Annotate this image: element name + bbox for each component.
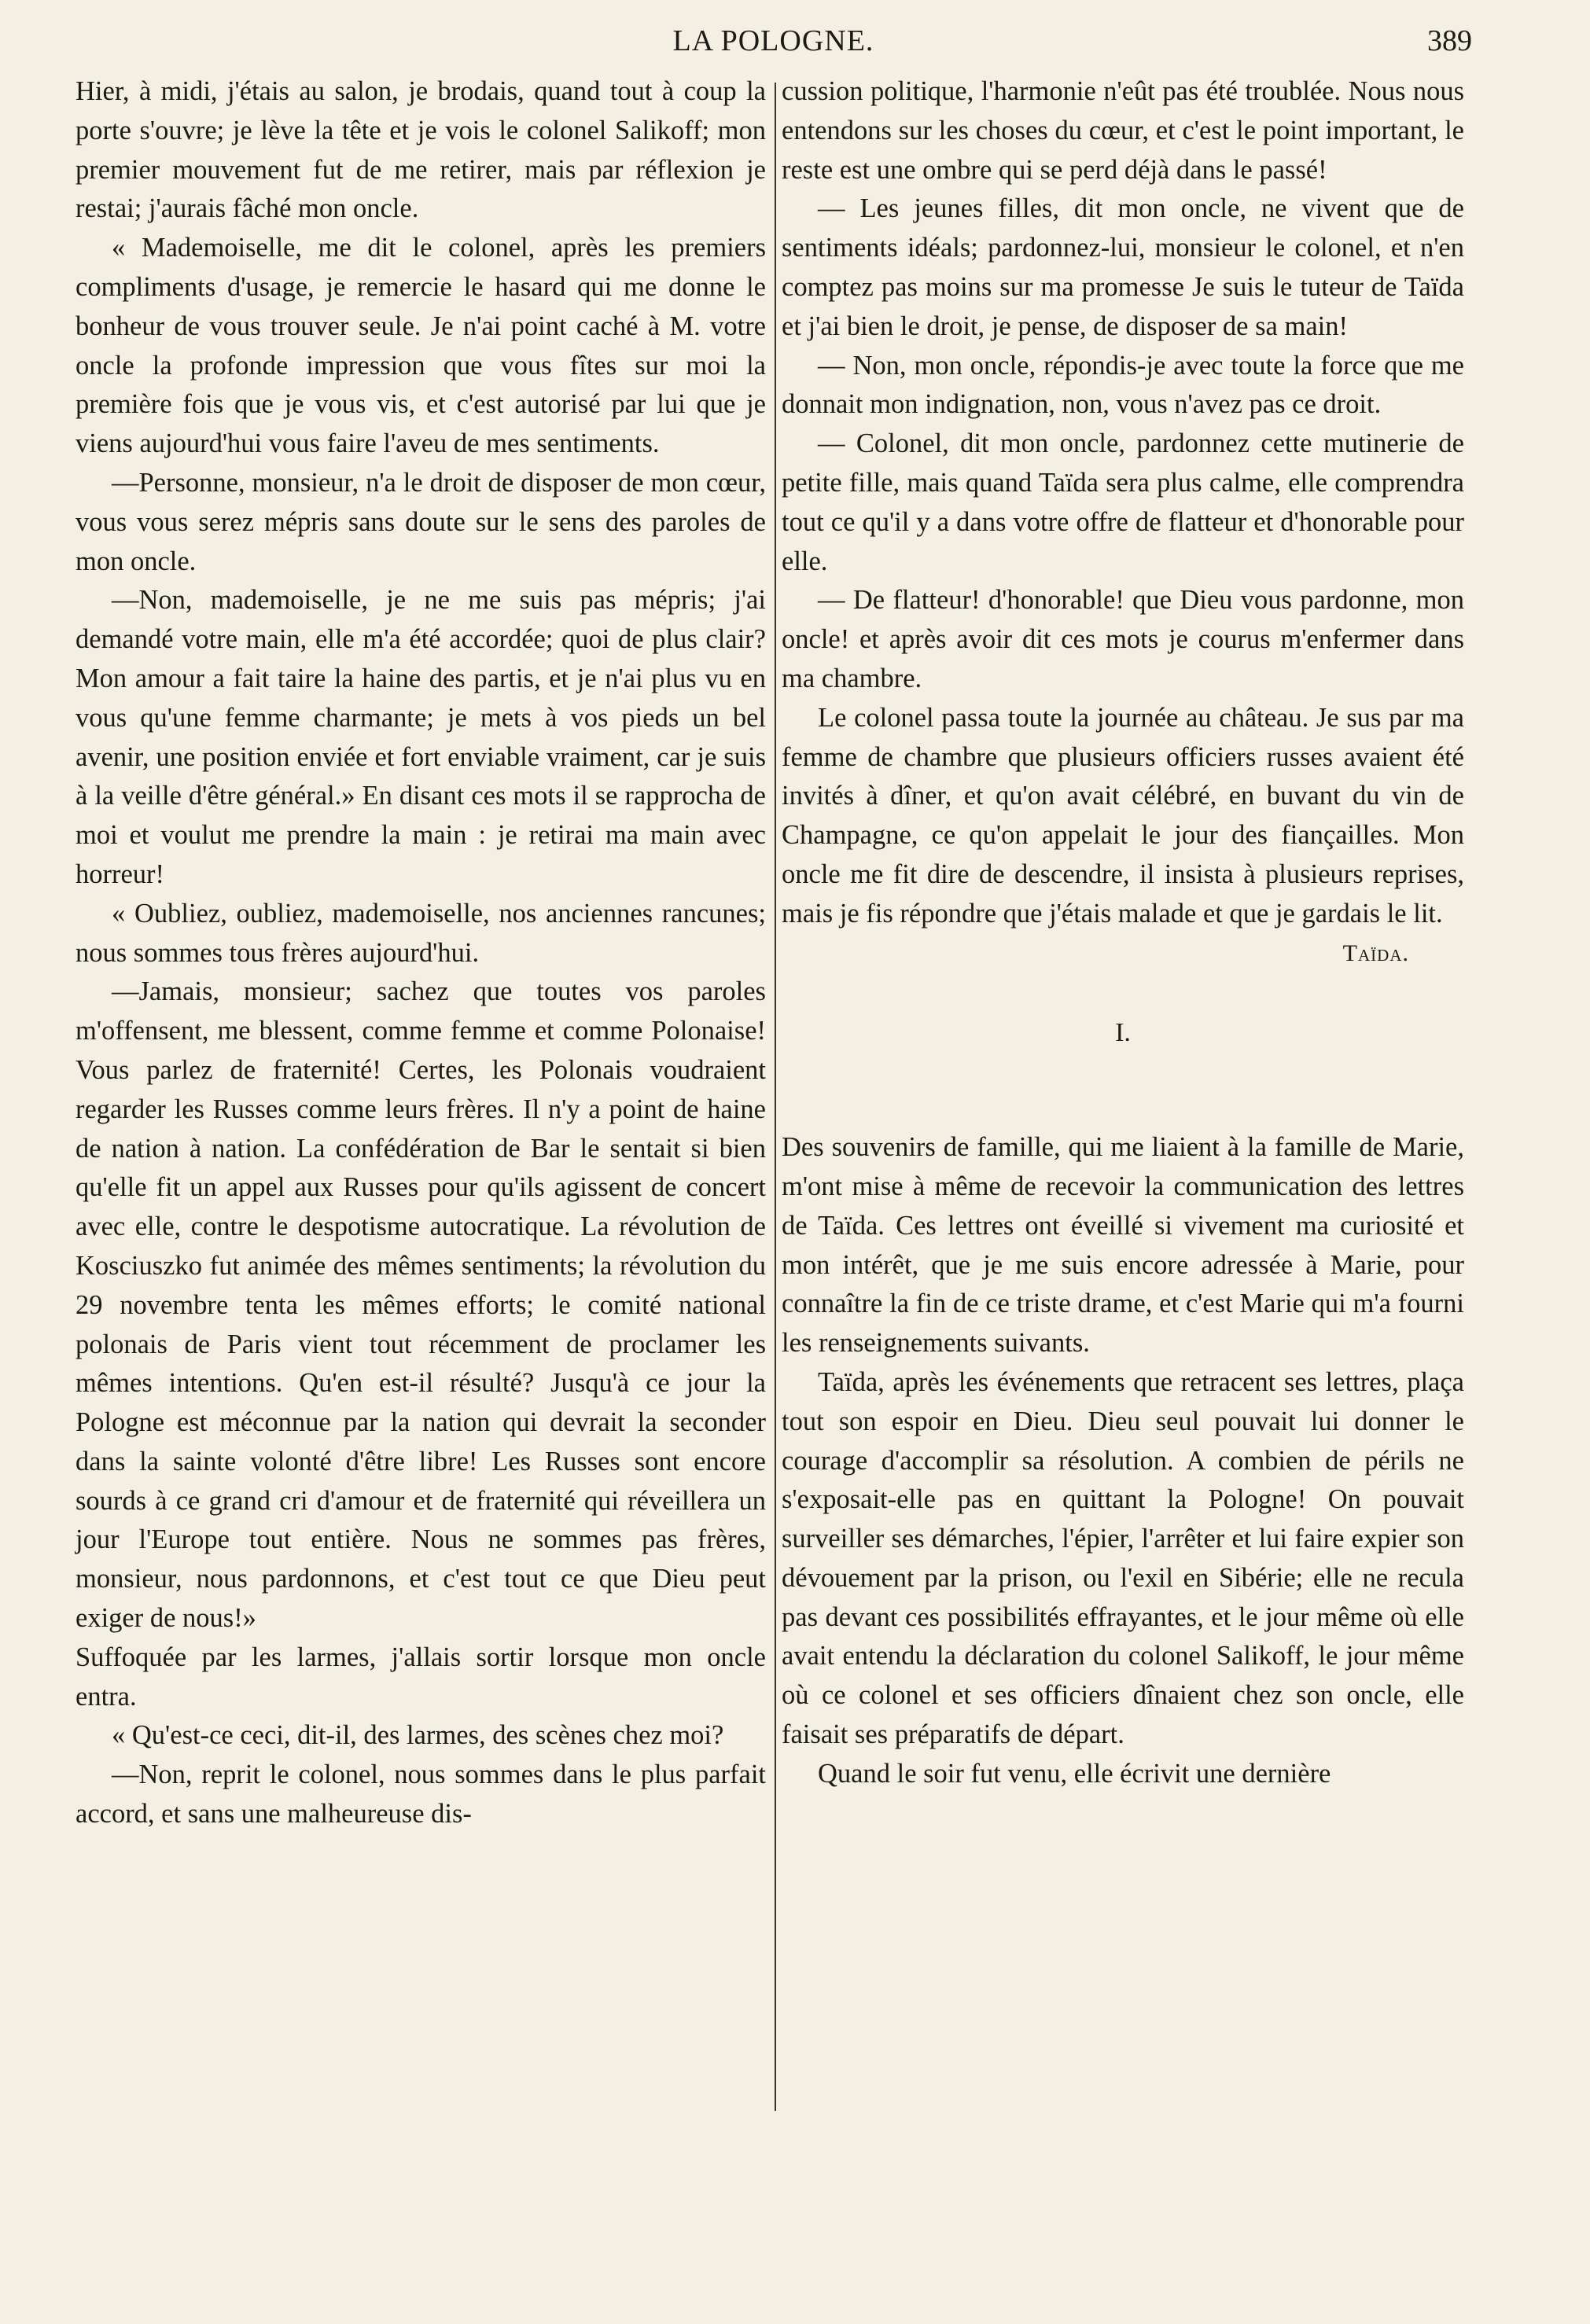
paragraph: Taïda, après les événements que retracent ses lettres, plaça tout son espoir en Dieu. Dieu seul pouvait lui donner le courage d'accomplir sa résolution. A combien de périls ne s'exposait-elle pas en quittant la Pologne! On pouvait surveiller ses démarches, l'épier, l'arrêter et lui faire expier son dévouement par la prison, ou l'exil en Sibérie; elle ne recula pas devant ces possibilités effrayantes, et le jour même où elle avait entendu la déclaration du colonel Salikoff, le jour même où ce colonel et ses officiers dînaient chez son oncle, elle faisait ses préparatifs de départ. — [782, 1366, 1464, 1750]
paragraph: Quand le soir fut venu, elle écrivit une dernière — [818, 1758, 1331, 1789]
paragraph: — De flatteur! d'honorable! que Dieu vous pardonne, mon oncle! et après avoir dit ces mots je courus m'enfermer dans ma chambre. — [782, 585, 1464, 693]
paragraph: —Non, mademoiselle, je ne me suis pas mépris; j'ai demandé votre main, elle m'a été accordée; quoi de plus clair? Mon amour a fait taire la haine des partis, et je n'ai plus vu en vous qu'une femme charmante; je mets à vos pieds un bel avenir, une position enviée et fort enviable vraiment, car je suis à la veille d'être général.» En disant ces mots il se rapprocha de moi et voulut me prendre la main : je retirai ma main avec horreur! — [75, 585, 766, 889]
letter-signature: Taïda. — [1342, 940, 1409, 966]
running-head — [75, 24, 1472, 64]
paragraph: Suffoquée par les larmes, j'allais sortir lorsque mon oncle entra. — [75, 1642, 766, 1712]
column-rule — [775, 83, 776, 2111]
paragraph: — Colonel, dit mon oncle, pardonnez cette mutinerie de petite fille, mais quand Taïda sera plus calme, elle comprendra tout ce qu'il y a dans votre offre de flatteur et d'honorable pour elle. — [782, 428, 1464, 576]
paragraph: Le colonel passa toute la journée au château. Je sus par ma femme de chambre que plusieurs officiers russes avaient été invités à dîner, et qu'on avait célébré, en buvant du vin de Champagne, ce qu'on appelait le jour des fiançailles. Mon oncle me fit dire de descendre, il insista à plusieurs reprises, mais je fis répondre que j'étais malade et que je gardais le lit. — [782, 702, 1464, 928]
paragraph: — Non, mon oncle, répondis-je avec toute la force que me donnait mon indignation, non, vous n'avez pas ce droit. — [782, 350, 1464, 420]
paragraph: « Qu'est-ce ceci, dit-il, des larmes, des scènes chez moi? — [112, 1720, 724, 1751]
paragraph: —Personne, monsieur, n'a le droit de disposer de mon cœur, vous vous serez mépris sans doute sur le sens des paroles de mon oncle. — [75, 467, 766, 576]
left-column — [75, 72, 766, 1834]
running-title: LA POLOGNE. — [672, 24, 874, 57]
section-number: I. — [1115, 1018, 1131, 1048]
right-column — [782, 72, 1464, 1794]
paragraph: —Jamais, monsieur; sachez que toutes vos paroles m'offensent, me blessent, comme femme et comme Polonaise! Vous parlez de fraternité! Certes, les Polonais voudraient regarder les Russes comme leurs frères. Il n'y a point de haine de nation à nation. La confédération de Bar le sentait si bien qu'elle fit un appel aux Russes pour qu'ils agissent de concert avec elle, contre le despotisme autocratique. La révolution de Kosciuszko fut animée des mêmes sentiments; la révolution du 29 novembre tenta les mêmes efforts; le comité national polonais de Paris vient tout récemment de proclamer les mêmes intentions. Qu'en est-il résulté? Jusqu'à ce jour la Pologne est méconnue par la nation qui devrait la seconder dans la sainte volonté d'être libre! Les Russes sont encore sourds à ce grand cri d'amour et de fraternité qui réveillera un jour l'Europe tout entière. Nous ne sommes pas frères, monsieur, nous pardonnons, et c'est tout ce que Dieu peut exiger de nous!» — [75, 976, 766, 1634]
paragraph: — Les jeunes filles, dit mon oncle, ne vivent que de sentiments idéals; pardonnez-lui, monsieur le colonel, et n'en comptez pas moins sur ma promesse Je suis le tuteur de Taïda et j'ai bien le droit, je pense, de disposer de sa main! — [782, 193, 1464, 341]
paragraph: « Oubliez, oubliez, mademoiselle, nos anciennes rancunes; nous sommes tous frères aujourd'hui. — [75, 898, 766, 968]
paragraph: —Non, reprit le colonel, nous sommes dans le plus parfait accord, et sans une malheureuse dis- — [75, 1760, 766, 1829]
paragraph: « Mademoiselle, me dit le colonel, après les premiers compliments d'usage, je remercie le hasard qui me donne le bonheur de vous trouver seule. Je n'ai point caché à M. votre oncle la profonde impression que vous fîtes sur moi la première fois que je vous vis, et c'est autorisé par lui que je viens aujourd'hui vous faire l'aveu de mes sentiments. — [75, 233, 766, 459]
page-number: 389 — [1427, 24, 1472, 57]
paragraph: cussion politique, l'harmonie n'eût pas été troublée. Nous nous entendons sur les choses du cœur, et c'est le point important, le reste est une ombre qui se perd déjà dans le passé! — [782, 76, 1464, 185]
paragraph: Des souvenirs de famille, qui me liaient à la famille de Marie, m'ont mise à même de recevoir la communication des lettres de Taïda. Ces lettres ont éveillé si vivement ma curiosité et mon intérêt, que je me suis encore adressée à Marie, pour connaître la fin de ce triste drame, et c'est Marie qui m'a fourni les renseignements suivants. — [782, 1132, 1464, 1359]
paragraph: Hier, à midi, j'étais au salon, je brodais, quand tout à coup la porte s'ouvre; je lève la tête et je vois le colonel Salikoff; mon premier mouvement fut de me retirer, mais par réflexion je restai; j'aurais fâché mon oncle. — [75, 76, 766, 224]
